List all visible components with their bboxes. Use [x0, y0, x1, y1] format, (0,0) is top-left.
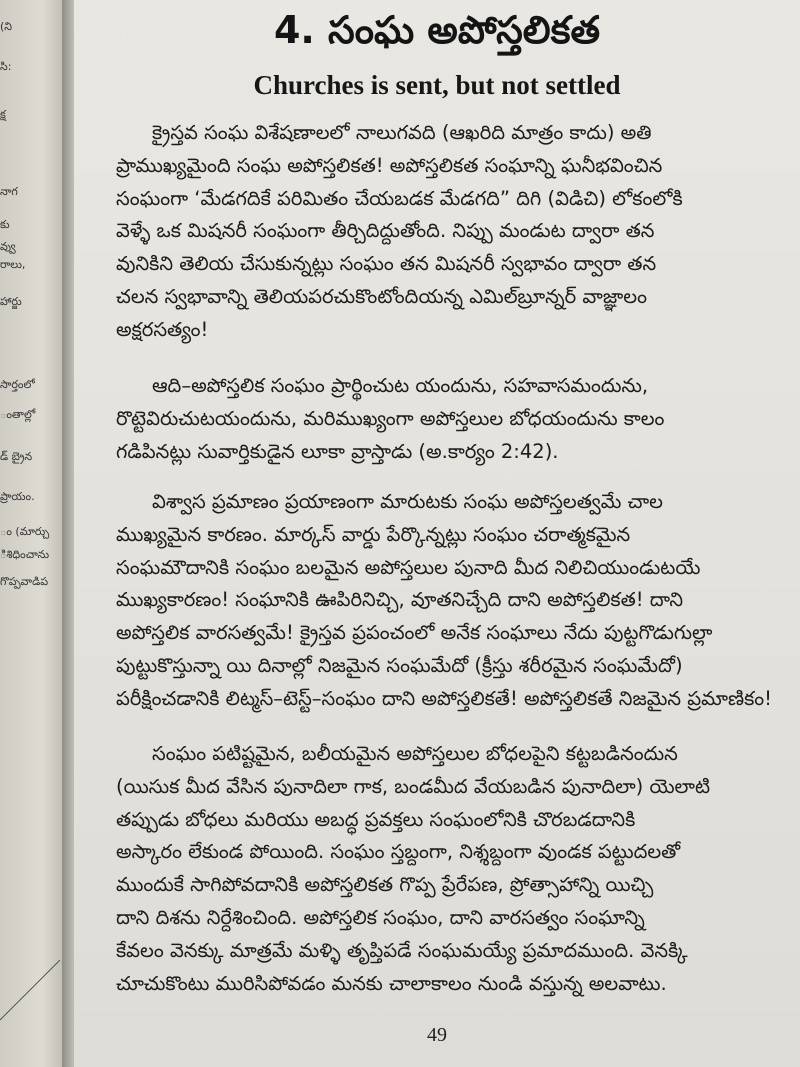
text-line: సంఘంగా ‘మేడగదికే పరిమితం చేయబడక మేడగది” దిగి (విడిచి) లోకంలోకి: [116, 186, 683, 210]
text-line: సంఘం పటిష్టమైన, బలీయమైన అపోస్తలుల బోధలపైని కట్టబడినందున: [152, 742, 678, 765]
facing-page-text: ం (మార్చు: [0, 525, 50, 538]
text-line: కేవలం వెనక్కు మాత్రమే మళ్ళి తృప్తిపడే సంఘమయ్యే ప్రమాదముంది. వెనక్కి: [116, 938, 688, 962]
paragraph-3: [116, 486, 772, 716]
facing-page-text: ంతాల్లో: [0, 408, 36, 421]
text-line: గడిపినట్లు సువార్తికుడైన లూకా వ్రాస్తాడు (అ.కార్యం 2:42).: [116, 439, 559, 463]
text-line: పుట్టుకొస్తున్నా యి దినాల్లో నిజమైన సంఘమేదో (క్రీస్తు శరీరమైన సంఘమేదో): [116, 653, 683, 677]
text-line: (యిసుక మీద వేసిన పునాదిలా గాక, బండమీద వేయబడిన పునాదిలా) యెలాటి: [116, 774, 710, 798]
facing-page-text: ిశిధించాను: [0, 548, 50, 561]
chapter-title: 4. సంఘ అపోస్తలికత: [273, 8, 601, 52]
facing-page-text: ప్రాయం.: [0, 490, 35, 503]
text-line: ముందుకే సాగిపోవదానికి అపోస్తలికత గొప్ప ప్రేరేపణ, ప్రోత్సాహాన్ని యిచ్చి: [116, 873, 654, 897]
facing-page-text: కు: [0, 218, 10, 231]
facing-page-edge: [0, 0, 70, 1067]
text-line: దాని దిశను నిర్దేశించింది. అపోస్తలిక సంఘం, దాని వారసత్వం సంఘాన్ని: [116, 905, 645, 929]
facing-page-text: రాలు,: [0, 258, 26, 271]
facing-page-text: వ్వు: [0, 240, 16, 253]
facing-page-text: (ని: [0, 20, 13, 33]
paragraph-4: [116, 738, 772, 1000]
text-line: తప్పుడు బోధలు మరియు అబద్ధ ప్రవక్తలు సంఘంలోనికి చొరబడదానికి: [116, 807, 636, 831]
facing-page-text: డ్ బ్రైన: [0, 450, 33, 463]
text-line: రొట్టెవిరుచుటయందును, మరిముఖ్యంగా అపోస్తలుల బోధయందును కాలం: [116, 406, 665, 430]
facing-page-text: క్ష: [0, 108, 6, 121]
paragraph-1: [116, 117, 772, 347]
text-line: పరీక్షించడానికి లిట్మస్–టెస్ట్–సంఘం దాని అపోస్తలికతే! అపోస్తలికతే నిజమైన ప్రమాణికం!: [116, 686, 772, 710]
text-line: సంఘమౌదానికి సంఘం బలమైన అపోస్తలుల పునాది మీద నిలిచియుండుటయే: [116, 555, 701, 579]
page-number: 49: [427, 1024, 447, 1046]
facing-page-text: నాగ: [0, 185, 18, 198]
text-line: ప్రాముఖ్యమైంది సంఘ అపోస్తలికత! అపోస్తలికత సంఘాన్ని ఘనీభవించిన: [116, 153, 663, 177]
text-line: అపోస్తలిక వారసత్వమే! క్రైస్తవ ప్రపంచంలో అనేక సంఘాలు నేదు పుట్టగొడుగుల్లా: [116, 621, 713, 645]
facing-page-text: సార్తంలో: [0, 378, 35, 391]
text-line: క్రైస్తవ సంఘ విశేషణాలలో నాలుగవది (ఆఖరిది మాత్రం కాదు) అతి: [152, 121, 652, 144]
chapter-subtitle: Churches is sent, but not settled: [253, 70, 621, 100]
text-line: వెళ్ళే ఒక మిషనరీ సంఘంగా తీర్చిదిద్దుతోంది. నిప్పు మండుట ద్వారా తన: [116, 219, 655, 243]
text-line: చూచుకొంటు మురిసిపోవడం మనకు చాలాకాలం నుండి వస్తున్న అలవాటు.: [116, 971, 667, 995]
text-line: అక్షరసత్యం!: [116, 317, 209, 341]
text-line: వునికిని తెలియ చేసుకున్నట్లు సంఘం తన మిషనరీ స్వభావం ద్వారా తన: [116, 252, 657, 276]
text-line: విశ్వాస ప్రమాణం ప్రయాణంగా మారుటకు సంఘ అపోస్తలత్వమే చాల: [152, 490, 663, 513]
page-curl-line: [0, 960, 70, 1067]
text-line: అస్కారం లేకుండ పోయింది. సంఘం స్తబ్దంగా, నిశ్శబ్దంగా వుండక పట్టుదలతో: [116, 840, 681, 864]
facing-page-text: హార్జు: [0, 295, 22, 308]
text-line: ముఖ్యమైన కారణం. మార్కస్ వార్డు పేర్కొన్నట్లు సంఘం చరాత్మకమైన: [116, 522, 631, 546]
facing-page-text: గొప్పవాడిప: [0, 575, 49, 588]
text-line: ముఖ్యకారణం! సంఘానికి ఊపిరినిచ్చి, వూతనిచ్చేది దాని అపోస్తలికత! దాని: [116, 588, 684, 612]
text-line: చలన స్వభావాన్ని తెలియపరచుకొంటోందియన్న ఎమిల్‌బ్రూన్నర్ వాజ్ఞాలం: [116, 284, 647, 308]
book-page: [74, 0, 800, 1067]
facing-page-text: సి:: [0, 60, 12, 73]
paragraph-2: [116, 370, 772, 468]
text-line: ఆది–అపోస్తలిక సంఘం ప్రార్థించుట యందును, సహవాసమందును,: [152, 374, 649, 397]
